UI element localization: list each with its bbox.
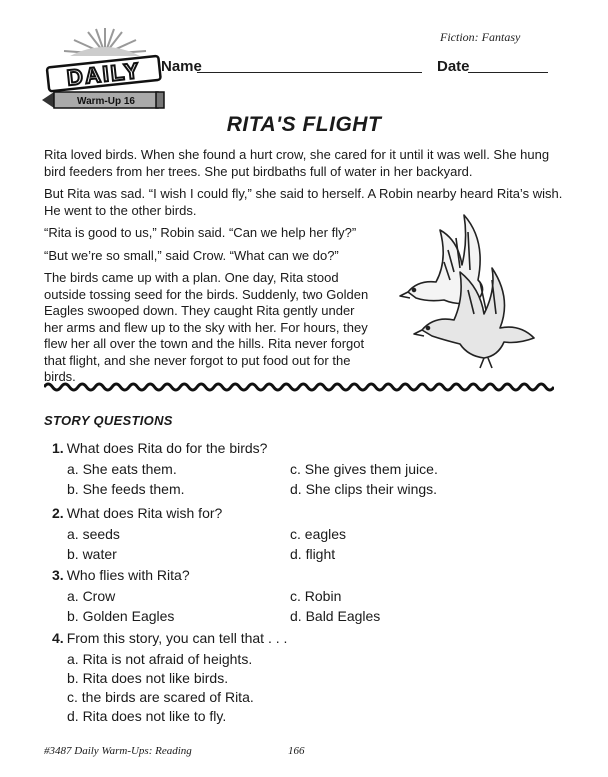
question-number: 1.: [52, 440, 64, 456]
question-stem: [52, 440, 267, 456]
logo-word: DAILY: [65, 57, 142, 91]
eagles-illustration: [388, 210, 538, 370]
story-questions-heading: STORY QUESTIONS: [44, 413, 173, 428]
story-paragraph: “But we’re so small,” said Crow. “What can we do?”: [44, 247, 339, 263]
daily-warmup-logo: [40, 24, 170, 114]
answer-option[interactable]: a. She eats them.: [67, 461, 177, 477]
answer-option[interactable]: b. Rita does not like birds.: [67, 670, 229, 686]
question-number: 4.: [52, 630, 64, 646]
story-paragraph: The birds came up with a plan. One day, Rita stood outside tossing seed for the birds. Suddenly, two Golden Eagles swooped down. They caught Rita gently under her arms and flew up to the sky with her. For hours, they flew her all over the town and the hills. Rita never forgot that flight, and she never forgot to put food out for the birds.: [44, 270, 369, 384]
story-paragraph: Rita loved birds. When she found a hurt crow, she cared for it until it was well. She hung bird feeders from her trees. She put birdbaths full of water in her backyard.: [44, 147, 550, 179]
answer-option[interactable]: b. She feeds them.: [67, 481, 185, 497]
name-label: Name: [161, 58, 202, 75]
answer-option[interactable]: c. Robin: [290, 588, 342, 604]
footer-book-title: #3487 Daily Warm-Ups: Reading: [44, 745, 192, 757]
story-title: RITA'S FLIGHT: [226, 113, 382, 136]
question-number: 2.: [52, 505, 64, 521]
question-text: What does Rita wish for?: [66, 505, 223, 521]
genre-label: Fiction: Fantasy: [440, 30, 521, 44]
question-text: From this story, you can tell that . . .: [66, 630, 288, 646]
answer-option[interactable]: d. flight: [290, 546, 336, 562]
answer-option[interactable]: a. Rita is not afraid of heights.: [67, 651, 253, 667]
question-text: Who flies with Rita?: [66, 567, 190, 583]
answer-option[interactable]: b. water: [67, 546, 117, 562]
date-label: Date: [437, 58, 470, 75]
warm-up-number: Warm-Up 16: [77, 96, 135, 107]
wavy-divider: [44, 380, 554, 394]
answer-option[interactable]: d. Rita does not like to fly.: [67, 708, 227, 724]
name-field[interactable]: [197, 72, 422, 73]
question-stem: [52, 630, 287, 646]
answer-option[interactable]: b. Golden Eagles: [67, 608, 175, 624]
answer-option[interactable]: c. She gives them juice.: [290, 461, 438, 477]
footer-page-number: 166: [288, 745, 305, 757]
answer-option[interactable]: a. seeds: [67, 526, 120, 542]
story-paragraph: But Rita was sad. “I wish I could fly,” she said to herself. A Robin nearby heard Rita’s wish. He went to the other birds.: [44, 186, 563, 218]
answer-option[interactable]: c. the birds are scared of Rita.: [67, 689, 254, 705]
answer-option[interactable]: d. She clips their wings.: [290, 481, 438, 497]
question-text: What does Rita do for the birds?: [66, 440, 268, 456]
date-field[interactable]: [468, 72, 548, 73]
pencil-icon: [42, 92, 164, 108]
question-stem: [52, 505, 222, 521]
answer-option[interactable]: d. Bald Eagles: [290, 608, 381, 624]
story-paragraph: “Rita is good to us,” Robin said. “Can we help her fly?”: [44, 225, 357, 240]
question-number: 3.: [52, 567, 64, 583]
answer-option[interactable]: c. eagles: [290, 526, 347, 542]
question-stem: [52, 567, 190, 583]
answer-option[interactable]: a. Crow: [67, 588, 116, 604]
